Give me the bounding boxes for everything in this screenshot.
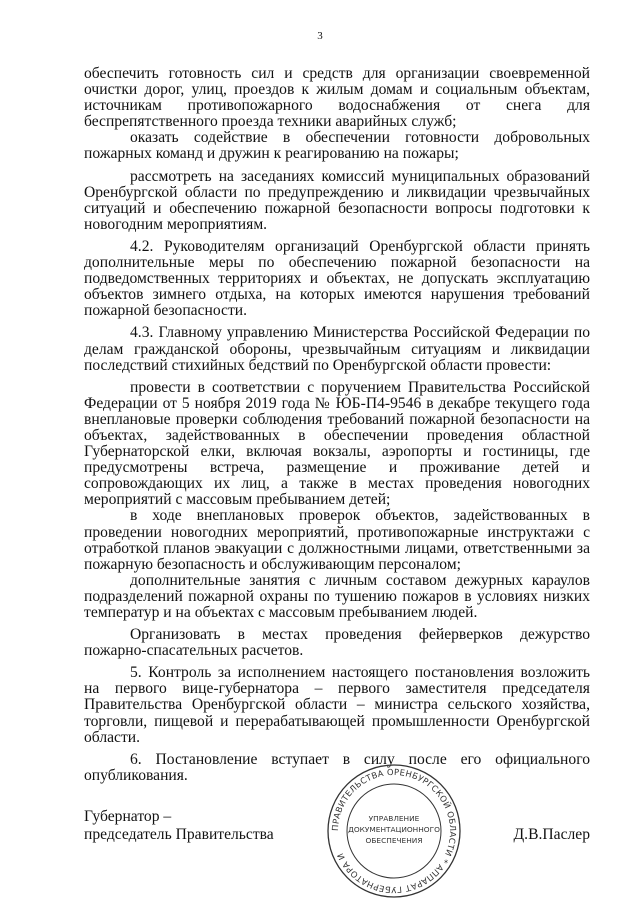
signatory-title [84, 808, 274, 844]
stamp-center-line1: УПРАВЛЕНИЕ [368, 814, 420, 823]
page-number: 3 [317, 30, 323, 42]
paragraph-2: оказать содействие в обеспечении готовности добровольных пожарных команд и дружин к реагированию на пожары; [84, 129, 590, 163]
signatory-title-line1: Губернатор – [84, 808, 172, 825]
signatory-name: Д.В.Паслер [513, 826, 590, 843]
paragraph-1: обеспечить готовность сил и средств для организации своевременной очистки дорог, улиц, проездов к жилым домам и социальным объектам, источникам противопожарного водоснабжения от снега для беспрепятственного проезда техники аварийных служб; [84, 65, 590, 131]
paragraph-4-3: 4.3. Главному управлению Министерства Российской Федерации по делам гражданской обороны, чрезвычайным ситуациям и ликвидации последствий стихийных бедствий по Оренбургской области провести: [84, 324, 590, 374]
signatory-title-line2: председатель Правительства [84, 826, 274, 843]
stamp-ring-text: ПРАВИТЕЛЬСТВА ОРЕНБУРГСКОЙ ОБЛАСТИ * АППАРАТ ГУБЕРНАТОРА И [329, 766, 459, 896]
paragraph-briefings: в ходе внеплановых проверок объектов, задействованных в проведении новогодних мероприятий, противопожарные инструктажи с отработкой планов эвакуации с должностными лицами, ответственными за пожарную безопасность и обслуживающим персоналом; [84, 507, 590, 573]
paragraph-3: рассмотреть на заседаниях комиссий муниципальных образований Оренбургской области по предупреждению и ликвидации чрезвычайных ситуаций и обеспечению пожарной безопасности вопросы подготовки к новогодним мероприятиям. [84, 167, 590, 233]
document-body [84, 66, 590, 784]
paragraph-6: 6. Постановление вступает в силу после его официального опубликования. [84, 750, 590, 784]
paragraph-5: 5. Контроль за исполнением настоящего постановления возложить на первого вице-губернатора – первого заместителя председателя Правительства Оренбургской области – министра сельского хозяйства, торговли, пищевой и перерабатывающей промышленности Оренбургской области. [84, 664, 590, 746]
stamp-center-line3: ОБЕСПЕЧЕНИЯ [365, 836, 423, 845]
paragraph-4-2: 4.2. Руководителям организаций Оренбургской области принять дополнительные меры по обеспечению пожарной безопасности на подведомственных территориях и объектах, не допускать эксплуатацию объектов зимнего отдыха, на которых имеются нарушения требований пожарной безопасности. [84, 237, 590, 320]
paragraph-fireworks: Организовать в местах проведения фейерверков дежурство пожарно-спасательных расчетов. [84, 626, 590, 660]
paragraph-training: дополнительные занятия с личным составом дежурных караулов подразделений пожарной охраны по тушению пожаров в условиях низких температур и на объектах с массовым пребыванием людей. [84, 571, 590, 621]
stamp-center-line2: ДОКУМЕНТАЦИОННОГО [348, 825, 440, 834]
paragraph-inspections: провести в соответствии с поручением Правительства Российской Федерации от 5 ноября 2019 года № ЮБ-П4-9546 в декабре текущего года внеплановые проверки соблюдения требований пожарной безопасности на объектах, задействованных в обеспечении проведения областной Губернаторской елки, включая вокзалы, аэропорты и гостиницы, где предусмотрены встреча, размещение и проживание детей и сопровождающих их лиц, а также в местах проведения новогодних мероприятий с массовым пребыванием детей; [84, 378, 590, 509]
official-stamp [326, 763, 462, 899]
